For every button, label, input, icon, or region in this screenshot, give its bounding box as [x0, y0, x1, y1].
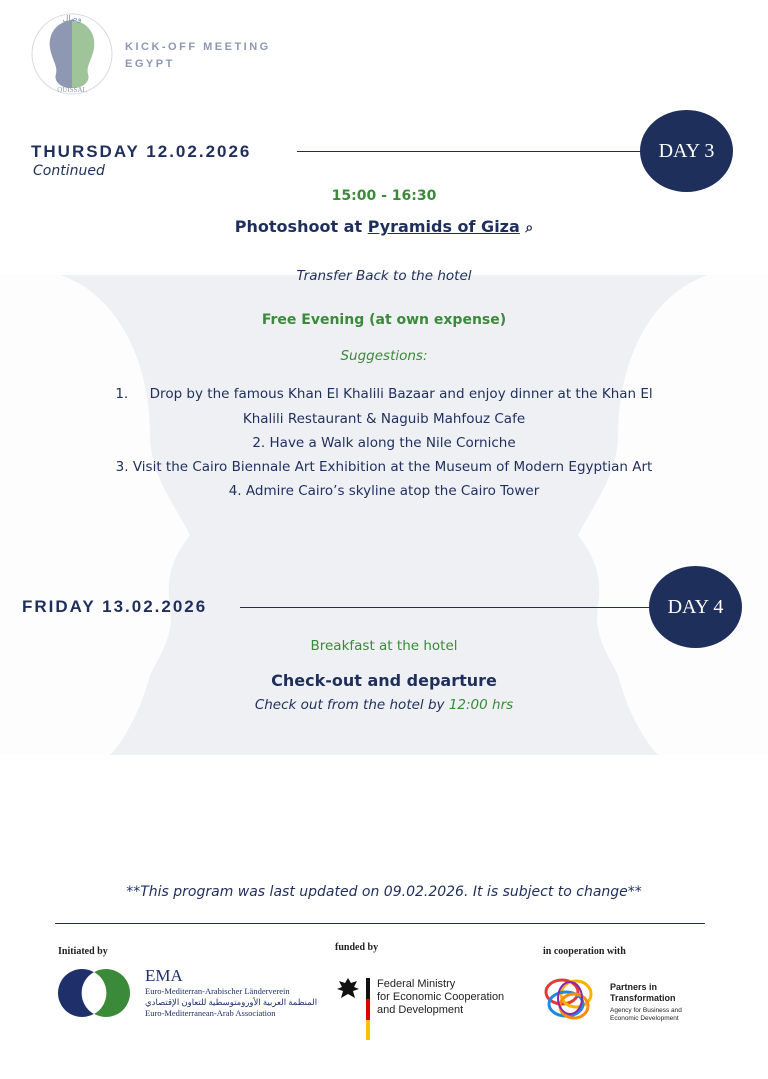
pit-line3: Agency for Business and	[610, 1007, 682, 1014]
ouissal-logo	[28, 12, 116, 98]
suggestions-label: Suggestions:	[340, 348, 428, 364]
pyramids-link[interactable]: Pyramids of Giza	[367, 217, 520, 236]
suggestion-item: 1. Drop by the famous Khan El Khalili Bazaar and enjoy dinner at the Khan El	[115, 386, 653, 402]
day3-divider	[297, 151, 642, 152]
session-time: 15:00 - 16:30	[331, 188, 437, 204]
pit-name	[610, 982, 676, 1004]
pit-line2: Transformation	[610, 993, 676, 1003]
pit-subtitle	[610, 1007, 682, 1023]
footer-divider	[55, 923, 705, 924]
meeting-title-line1: KICK-OFF MEETING	[125, 41, 271, 53]
suggestion-item: 4. Admire Cairo’s skyline atop the Cairo Tower	[228, 483, 540, 499]
breakfast-text: Breakfast at the hotel	[310, 638, 458, 654]
meeting-title	[125, 39, 271, 73]
logo-text: OUISSAL	[57, 86, 87, 94]
suggestion-item: Khalili Restaurant & Naguib Mahfouz Cafe	[242, 411, 526, 427]
day3-continued: Continued	[33, 163, 105, 179]
camera-icon: ⌕	[525, 220, 534, 236]
eagle-icon	[334, 975, 362, 1003]
ministry-line3: and Development	[377, 1004, 464, 1016]
checkout-title: Check-out and departure	[271, 671, 497, 690]
ministry-line2: for Economic Cooperation	[377, 991, 505, 1003]
photoshoot-heading	[0, 217, 768, 236]
initiated-label: Initiated by	[58, 946, 108, 957]
update-note: **This program was last updated on 09.02.2026. It is subject to change**	[126, 884, 642, 900]
suggestion-item: 3. Visit the Cairo Biennale Art Exhibition at the Museum of Modern Egyptian Art	[115, 459, 653, 475]
ema-de: Euro-Mediterran-Arabischer Länderverein	[145, 986, 290, 996]
german-flag-stripe	[366, 978, 370, 1040]
pit-line4: Economic Development	[610, 1015, 679, 1022]
day3-date: THURSDAY 12.02.2026	[31, 142, 252, 161]
logo-arabic-text: وصال	[62, 14, 82, 23]
checkout-time: 12:00 hrs	[448, 697, 514, 713]
ema-en: Euro-Mediterranean-Arab Association	[145, 1008, 276, 1018]
ema-logo	[56, 967, 132, 1019]
day3-badge: DAY 3	[640, 110, 733, 192]
checkout-text	[0, 697, 768, 713]
day4-badge: DAY 4	[649, 566, 742, 648]
photoshoot-prefix: Photoshoot at	[234, 217, 368, 236]
pit-line1: Partners in	[610, 982, 658, 992]
ema-description	[145, 986, 317, 1019]
funded-label: funded by	[335, 942, 379, 953]
ministry-line1: Federal Ministry	[377, 978, 456, 990]
ema-ar: المنظمة العربية الأورومتوسطية للتعاون الإقتصادي	[145, 997, 318, 1007]
suggestion-item: 2. Have a Walk along the Nile Corniche	[252, 435, 516, 451]
day4-divider	[240, 607, 652, 608]
checkout-prefix: Check out from the hotel by	[254, 697, 449, 713]
meeting-title-line2: EGYPT	[125, 58, 175, 70]
free-evening: Free Evening (at own expense)	[261, 312, 507, 328]
day4-date: FRIDAY 13.02.2026	[22, 597, 208, 616]
ministry-name	[377, 978, 504, 1017]
ema-name: EMA	[145, 966, 183, 985]
pit-logo	[540, 970, 600, 1028]
coop-label: in cooperation with	[543, 946, 626, 957]
transfer-text: Transfer Back to the hotel	[296, 268, 472, 284]
